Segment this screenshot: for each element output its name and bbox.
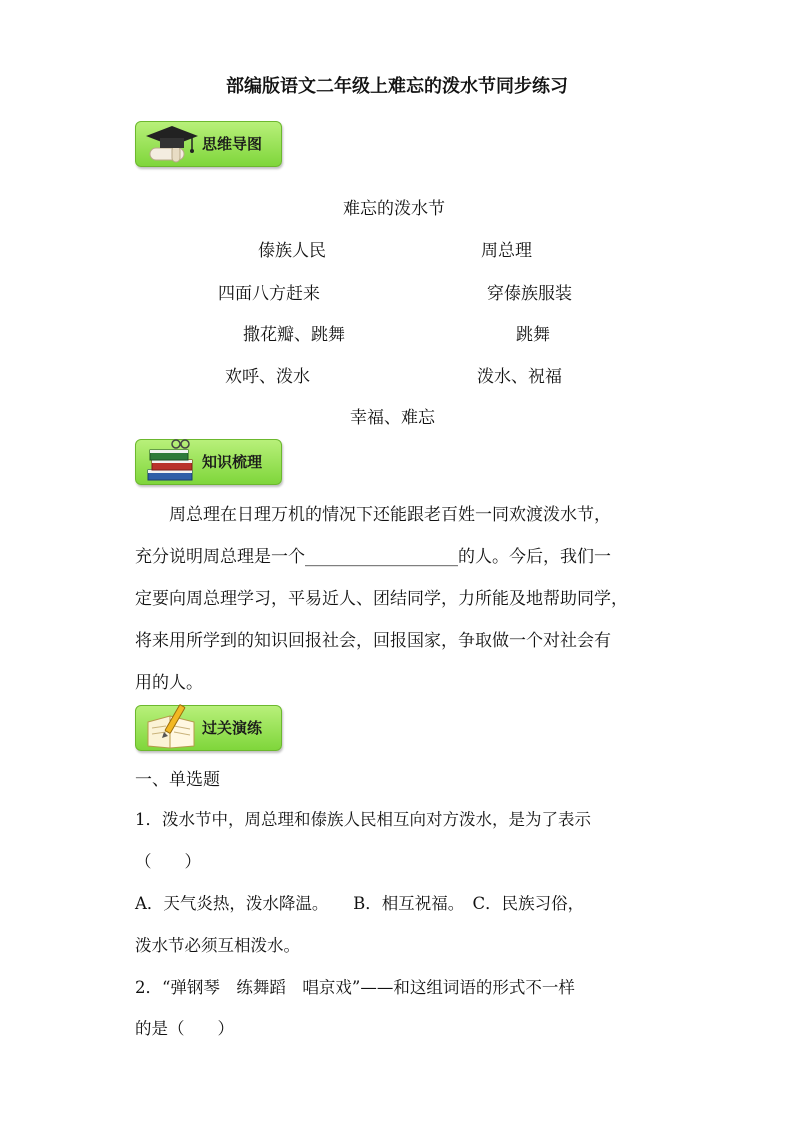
knowledge-paragraph <box>135 494 665 704</box>
question-1-options-cont: 泼水节必须互相泼水。 <box>135 936 300 955</box>
mindmap-right-item: 泼水、祝福 <box>477 367 562 387</box>
section-label: 知识梳理 <box>202 453 263 471</box>
mindmap-right-item: 周总理 <box>481 241 532 261</box>
paragraph-line: 将来用所学到的知识回报社会，回报国家，争取做一个对社会有 <box>135 631 611 651</box>
section-badge-knowledge <box>135 439 282 485</box>
question-section-heading: 一、单选题 <box>135 770 220 790</box>
mindmap-left-item: 傣族人民 <box>258 241 326 261</box>
books-icon <box>142 436 200 486</box>
notebook-pencil-icon <box>142 702 200 752</box>
section-label: 思维导图 <box>202 135 263 153</box>
paragraph-line: 用的人。 <box>135 673 203 693</box>
paragraph-line: 充分说明周总理是一个__________________的人。今后，我们一 <box>135 547 611 567</box>
section-label: 过关演练 <box>202 719 263 737</box>
mindmap-right-item: 跳舞 <box>516 325 550 345</box>
page-title: 部编版语文二年级上难忘的泼水节同步练习 <box>226 76 568 97</box>
graduation-cap-icon <box>142 118 200 168</box>
mindmap-bottom: 幸福、难忘 <box>350 408 435 428</box>
question-2-tail: 的是（ ） <box>135 1019 234 1038</box>
question-1-blank: （ ） <box>135 852 201 871</box>
mindmap-right-item: 穿傣族服装 <box>487 284 572 304</box>
question-1-stem: 1．泼水节中，周总理和傣族人民相互向对方泼水，是为了表示 <box>135 810 591 829</box>
section-badge-mindmap <box>135 121 282 167</box>
question-2-stem: 2．“弹钢琴 练舞蹈 唱京戏”——和这组词语的形式不一样 <box>135 978 575 997</box>
question-1-options: A．天气炎热，泼水降温。 B．相互祝福。 C．民族习俗， <box>135 894 585 913</box>
mindmap-left-item: 欢呼、泼水 <box>225 367 310 387</box>
mindmap-left-item: 四面八方赶来 <box>218 284 320 304</box>
mindmap-root: 难忘的泼水节 <box>343 199 445 219</box>
paragraph-line: 周总理在日理万机的情况下还能跟老百姓一同欢渡泼水节， <box>169 505 611 525</box>
paragraph-line: 定要向周总理学习，平易近人、团结同学，力所能及地帮助同学， <box>135 589 628 609</box>
section-badge-practice <box>135 705 282 751</box>
mindmap-left-item: 撒花瓣、跳舞 <box>243 325 345 345</box>
